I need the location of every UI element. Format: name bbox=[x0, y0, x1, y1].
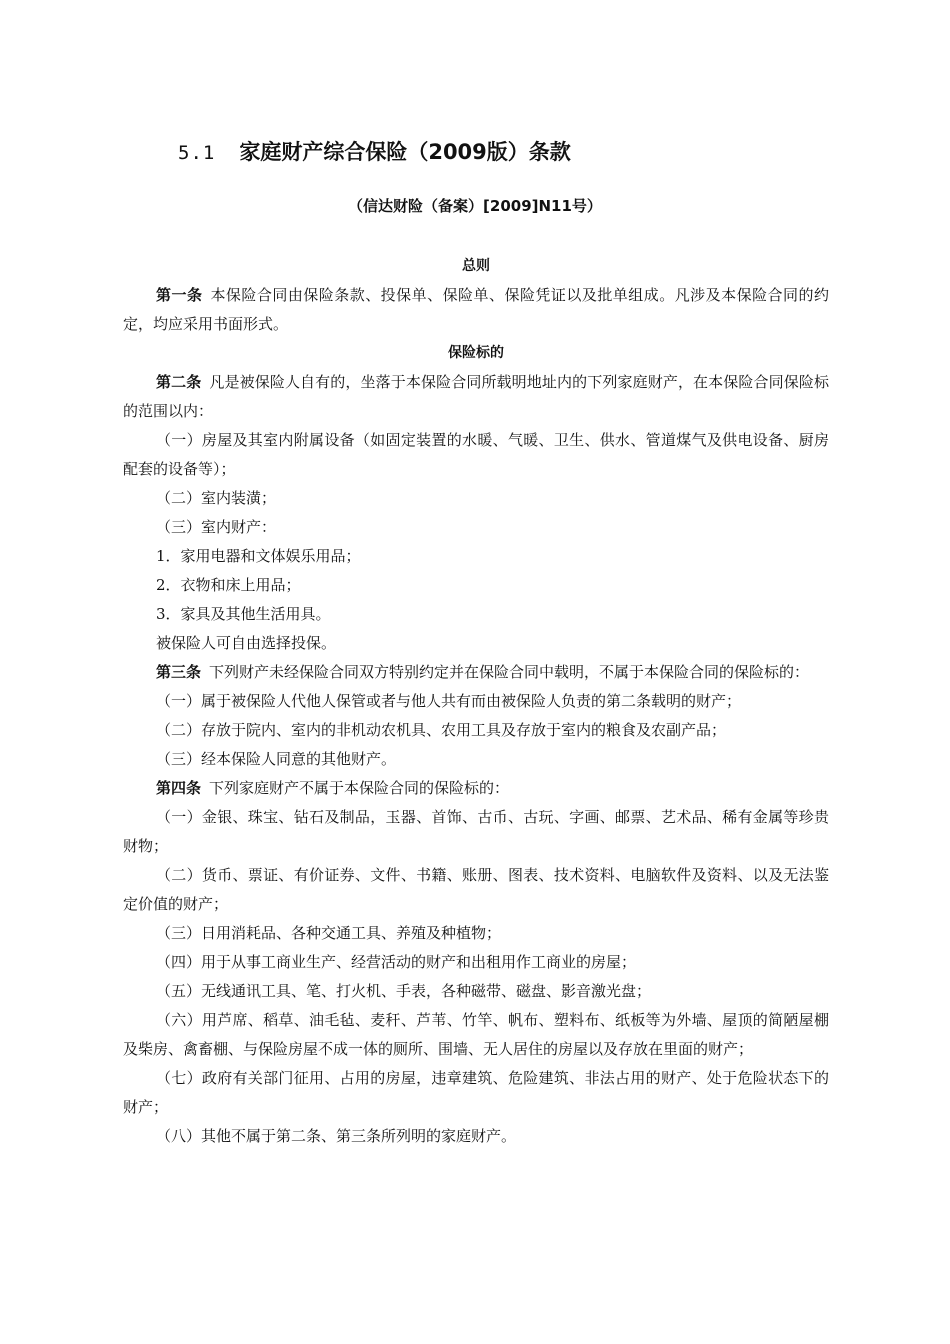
list-item: （三）经本保险人同意的其他财产。 bbox=[156, 750, 397, 768]
article-4 bbox=[123, 774, 829, 803]
document-body bbox=[123, 252, 829, 1151]
list-item: （三）日用消耗品、各种交通工具、养殖及种植物； bbox=[156, 924, 502, 942]
article-text: 本保险合同由保险条款、投保单、保险单、保险凭证以及批单组成。凡涉及本保险合同的约定，均应采用书面形式。 bbox=[123, 286, 829, 333]
filing-number: （信达财险（备案）[2009]N11号） bbox=[348, 197, 602, 215]
list-item: （二）室内装潢； bbox=[156, 489, 277, 507]
section-heading-general: 总则 bbox=[462, 258, 490, 274]
list-item: （二）存放于院内、室内的非机动农机具、农用工具及存放于室内的粮食及农副产品； bbox=[156, 721, 727, 739]
list-item: （五）无线通讯工具、笔、打火机、手表，各种磁带、磁盘、影音激光盘； bbox=[156, 982, 652, 1000]
title-text: 家庭财产综合保险（2009版）条款 bbox=[239, 140, 571, 164]
list-item: （三）室内财产： bbox=[156, 518, 277, 536]
article-2 bbox=[123, 368, 829, 426]
list-item: （四）用于从事工商业生产、经营活动的财产和出租用作工商业的房屋； bbox=[156, 953, 637, 971]
article-text: 下列家庭财产不属于本保险合同的保险标的： bbox=[209, 779, 510, 797]
document-title bbox=[178, 136, 571, 169]
list-item: （一）属于被保险人代他人保管或者与他人共有而由被保险人负责的第二条载明的财产； bbox=[156, 692, 742, 710]
article-label: 第四条 bbox=[156, 779, 202, 797]
article-label: 第一条 bbox=[156, 286, 203, 304]
list-item: 3．家具及其他生活用具。 bbox=[156, 605, 331, 623]
list-item: （八）其他不属于第二条、第三条所列明的家庭财产。 bbox=[156, 1127, 517, 1145]
list-item: 1．家用电器和文体娱乐用品； bbox=[156, 547, 361, 565]
list-item: （二）货币、票证、有价证券、文件、书籍、账册、图表、技术资料、电脑软件及资料、以及无法鉴定价值的财产； bbox=[123, 866, 829, 913]
list-item: （七）政府有关部门征用、占用的房屋，违章建筑、危险建筑、非法占用的财产、处于危险状态下的财产； bbox=[123, 1069, 829, 1116]
article-label: 第三条 bbox=[156, 663, 202, 681]
list-item: 2．衣物和床上用品； bbox=[156, 576, 301, 594]
list-item: 被保险人可自由选择投保。 bbox=[156, 634, 337, 652]
article-text: 凡是被保险人自有的，坐落于本保险合同所载明地址内的下列家庭财产，在本保险合同保险标的范围以内： bbox=[123, 373, 829, 420]
list-item: （一）房屋及其室内附属设备（如固定装置的水暖、气暖、卫生、供水、管道煤气及供电设备、厨房配套的设备等）； bbox=[123, 431, 829, 478]
list-item: （一）金银、珠宝、钻石及制品，玉器、首饰、古币、古玩、字画、邮票、艺术品、稀有金属等珍贵财物； bbox=[123, 808, 829, 855]
article-label: 第二条 bbox=[156, 373, 202, 391]
article-text: 下列财产未经保险合同双方特别约定并在保险合同中载明，不属于本保险合同的保险标的： bbox=[209, 663, 810, 681]
article-1 bbox=[123, 281, 829, 339]
section-number: 5.1 bbox=[178, 142, 216, 164]
list-item: （六）用芦席、稻草、油毛毡、麦秆、芦苇、竹竿、帆布、塑料布、纸板等为外墙、屋顶的简陋屋棚及柴房、禽畜棚、与保险房屋不成一体的厕所、围墙、无人居住的房屋以及存放在里面的财产； bbox=[123, 1011, 829, 1058]
section-heading-subject: 保险标的 bbox=[448, 345, 504, 361]
article-3 bbox=[123, 658, 829, 687]
